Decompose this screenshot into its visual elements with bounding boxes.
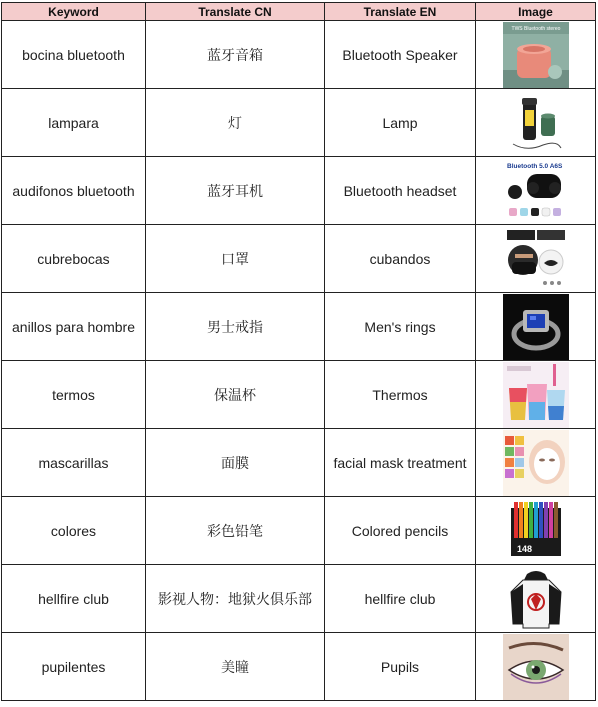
face-mask-image (503, 226, 569, 292)
translate-cn-cell: 保温杯 (146, 361, 325, 429)
translate-en-cell: Bluetooth headset (325, 157, 476, 225)
table-row (2, 633, 596, 701)
translate-en-cell: Bluetooth Speaker (325, 21, 476, 89)
keyword-cell: cubrebocas (2, 225, 146, 293)
keyword-cell: colores (2, 497, 146, 565)
translate-cn-cell: 面膜 (146, 429, 325, 497)
translate-cn-cell: 男士戒指 (146, 293, 325, 361)
table-row (2, 293, 596, 361)
hellfire-hoodie-image (503, 566, 569, 632)
keyword-cell: anillos para hombre (2, 293, 146, 361)
translate-en-cell: Colored pencils (325, 497, 476, 565)
keyword-cell: hellfire club (2, 565, 146, 633)
translate-cn-cell: 影视人物：地狱火俱乐部 (146, 565, 325, 633)
table-row (2, 429, 596, 497)
translate-cn-cell: 彩色铅笔 (146, 497, 325, 565)
keyword-cell: lampara (2, 89, 146, 157)
keyword-cell: termos (2, 361, 146, 429)
header-translate-cn: Translate CN (146, 3, 325, 21)
image-cell (476, 565, 596, 633)
translate-cn-cell: 口罩 (146, 225, 325, 293)
table-row (2, 361, 596, 429)
keyword-cell: pupilentes (2, 633, 146, 701)
speaker-image-caption: TWS Bluetooth stereo (511, 25, 560, 32)
image-cell (476, 157, 596, 225)
mens-ring-image (503, 294, 569, 360)
pencils-image-caption: 148 (516, 543, 532, 554)
translate-en-cell: facial mask treatment (325, 429, 476, 497)
table-row (2, 89, 596, 157)
image-cell (476, 429, 596, 497)
image-cell (476, 89, 596, 157)
colored-pencils-image (503, 498, 569, 564)
translate-en-cell: Thermos (325, 361, 476, 429)
header-row (2, 3, 596, 21)
translate-en-cell: Pupils (325, 633, 476, 701)
translate-cn-cell: 蓝牙耳机 (146, 157, 325, 225)
keyword-cell: mascarillas (2, 429, 146, 497)
flashlight-image (503, 90, 569, 156)
header-image: Image (476, 3, 596, 21)
keyword-cell: audifonos bluetooth (2, 157, 146, 225)
image-cell (476, 225, 596, 293)
image-cell (476, 293, 596, 361)
image-cell (476, 633, 596, 701)
tumbler-cups-image (503, 362, 569, 428)
facial-mask-image (503, 430, 569, 496)
translate-en-cell: Men's rings (325, 293, 476, 361)
earbuds-image-caption: Bluetooth 5.0 A6S (506, 162, 562, 170)
keyword-cell: bocina bluetooth (2, 21, 146, 89)
translate-cn-cell: 灯 (146, 89, 325, 157)
table-row (2, 565, 596, 633)
image-cell (476, 497, 596, 565)
earbuds-image (503, 158, 569, 224)
pink-bluetooth-speaker-image (503, 22, 569, 88)
header-keyword: Keyword (2, 3, 146, 21)
image-cell (476, 361, 596, 429)
translate-cn-cell: 美瞳 (146, 633, 325, 701)
translate-en-cell: Lamp (325, 89, 476, 157)
translate-cn-cell: 蓝牙音箱 (146, 21, 325, 89)
table-row (2, 21, 596, 89)
image-cell (476, 21, 596, 89)
table-row (2, 225, 596, 293)
table-row (2, 497, 596, 565)
translate-en-cell: hellfire club (325, 565, 476, 633)
keyword-table (1, 2, 596, 701)
table-row (2, 157, 596, 225)
header-translate-en: Translate EN (325, 3, 476, 21)
eye-contact-lens-image (503, 634, 569, 700)
translate-en-cell: cubandos (325, 225, 476, 293)
